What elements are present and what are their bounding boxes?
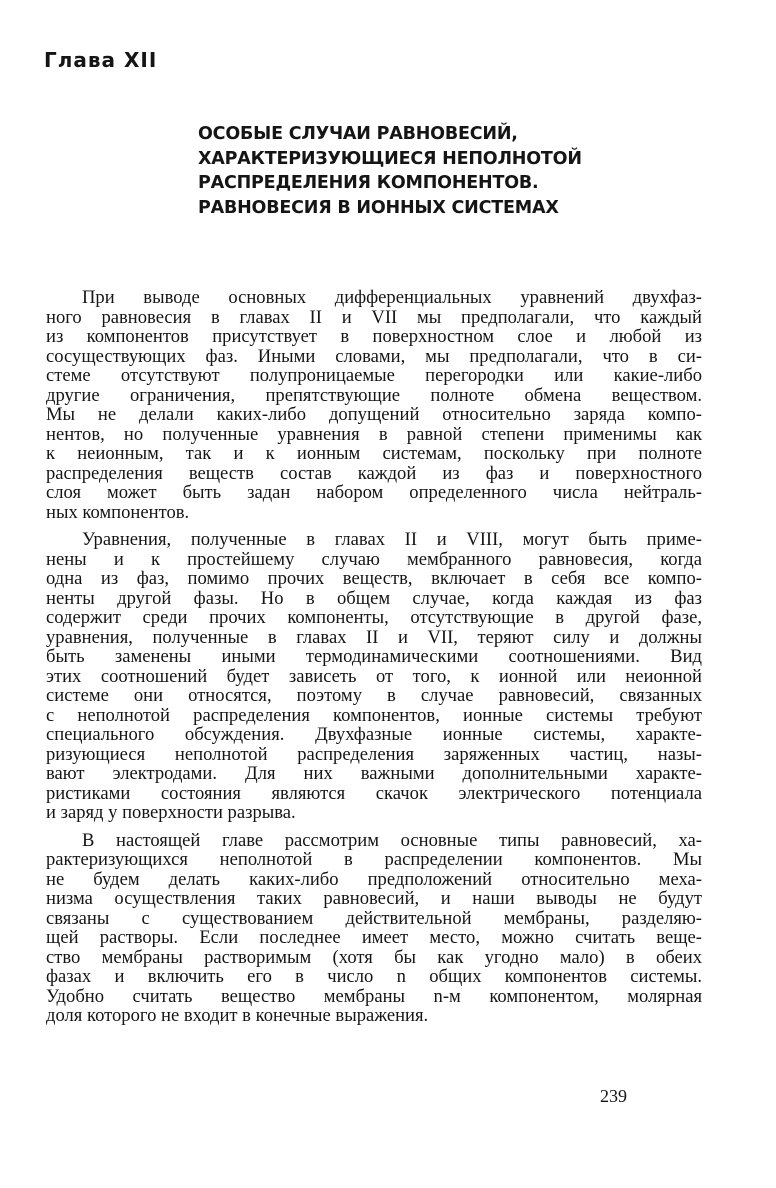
paragraph (46, 530, 702, 823)
text-line: При выводе основных дифференциальных уравнений двухфаз- (82, 287, 702, 308)
text-line: вают электродами. Для них важными дополнительными характе- (46, 763, 702, 784)
text-line: нентов, но полученные уравнения в равной степени применимы как (46, 423, 702, 445)
text-line: уравнения, полученные в главах II и VII, теряют силу и должны (46, 626, 702, 648)
text-line: В настоящей главе рассмотрим основные типы равновесий, ха- (82, 829, 702, 851)
page-number: 239 (600, 1086, 627, 1106)
text-line: доля которого не входит в конечные выражения. (46, 1005, 429, 1026)
text-line: сосуществующих фаз. Иными словами, мы предполагали, что в си- (46, 345, 702, 367)
text-line: Удобно считать вещество мембраны n-м компонентом, молярная (46, 985, 702, 1007)
text-line: Уравнения, полученные в главах II и VIII, могут быть приме- (82, 529, 702, 550)
text-line: к неионным, так и к ионным системам, поскольку при полноте (46, 443, 702, 464)
text-line: не будем делать каких-либо предположений относительно меха- (46, 868, 702, 890)
text-line: щей растворы. Если последнее имеет место, можно считать веще- (46, 927, 702, 948)
title-line: ОСОБЫЕ СЛУЧАИ РАВНОВЕСИЙ, (198, 124, 518, 144)
chapter-heading: Глава XII (44, 48, 158, 72)
paragraph (46, 831, 702, 1026)
text-line: фазах и включить его в число n общих компонентов системы. (46, 966, 702, 987)
paragraph (46, 288, 702, 522)
text-line: специального обсуждения. Двухфазные ионные системы, характе- (46, 724, 702, 745)
text-line: быть заменены иными термодинамическими соотношениями. Вид (46, 646, 702, 667)
text-line: ных компонентов. (46, 501, 190, 523)
text-line: ненты другой фазы. Но в общем случае, когда каждая из фаз (46, 587, 702, 609)
text-line: и заряд у поверхности разрыва. (46, 802, 296, 823)
text-line: Мы не делали каких-либо допущений относительно заряда компо- (46, 404, 702, 425)
text-line: ристиками состояния являются скачок электрического потенциала (46, 782, 702, 804)
text-line: нены и к простейшему случаю мембранного равновесия, когда (46, 548, 702, 570)
text-line: рактеризующихся неполнотой в распределении компонентов. Мы (46, 849, 702, 870)
text-line: другие ограничения, препятствующие полноте обмена веществом. (46, 384, 702, 406)
text-line: ризующиеся неполнотой распределения заряженных частиц, назы- (46, 743, 702, 765)
text-line: слоя может быть задан набором определенного числа нейтраль- (46, 482, 702, 503)
text-line: ство мембраны растворимым (хотя бы как угодно мало) в обеих (46, 946, 702, 968)
chapter-title (198, 122, 638, 220)
text-line: с неполнотой распределения компонентов, ионные системы требуют (46, 704, 702, 726)
title-line: РАСПРЕДЕЛЕНИЯ КОМПОНЕНТОВ. (198, 173, 539, 193)
text-line: системе они относятся, поэтому в случае равновесий, связанных (46, 685, 702, 706)
text-line: стеме отсутствуют полупроницаемые перегородки или какие-либо (46, 365, 702, 386)
body-text (46, 288, 702, 1026)
text-line: ного равновесия в главах II и VII мы предполагали, что каждый (46, 306, 702, 328)
text-line: одна из фаз, помимо прочих веществ, включает в себя все компо- (46, 568, 702, 589)
title-line: ХАРАКТЕРИЗУЮЩИЕСЯ НЕПОЛНОТОЙ (198, 148, 582, 169)
text-line: распределения веществ состав каждой из фаз и поверхностного (46, 462, 702, 484)
title-line: РАВНОВЕСИЯ В ИОННЫХ СИСТЕМАХ (198, 197, 559, 218)
text-line: связаны с существованием действительной мембраны, разделяю- (46, 907, 702, 929)
text-line: из компонентов присутствует в поверхностном слое и любой из (46, 326, 702, 347)
text-line: содержит среди прочих компоненты, отсутствующие в другой фазе, (46, 607, 702, 628)
text-line: низма осуществления таких равновесий, и наши выводы не будут (46, 888, 702, 909)
text-line: этих соотношений будет зависеть от того, к ионной или неионной (46, 665, 702, 687)
